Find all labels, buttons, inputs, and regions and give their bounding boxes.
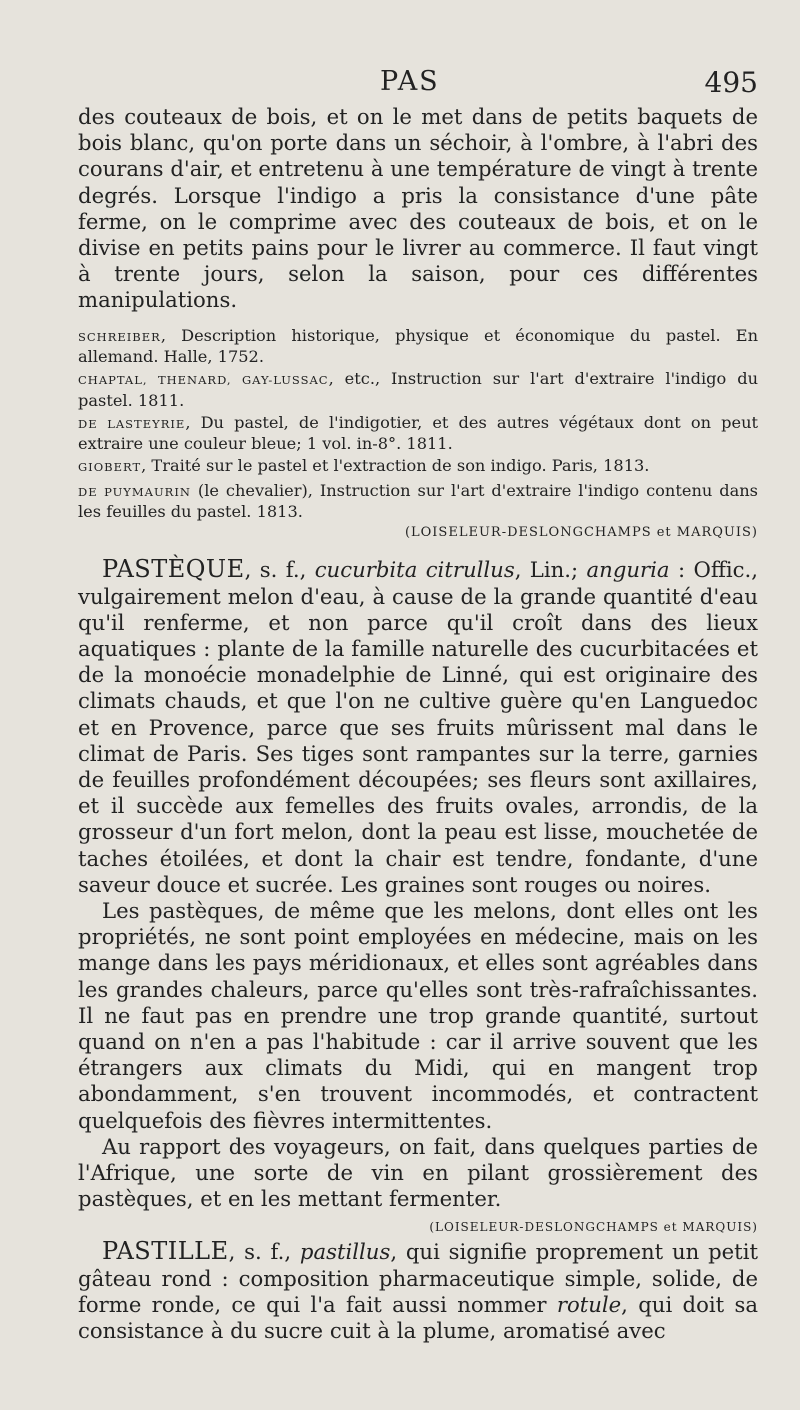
author-signature: (LOISELEUR-DESLONGCHAMPS et MARQUIS) [404, 525, 758, 541]
bibliography-text: , Du pastel, de l'indigotier, et des autres végétaux dont on peut extraire une couleur bleue; 1 vol. in-8°. 1811. [78, 412, 759, 454]
text-run: , qui signifie proprement un petit gâteau rond : composition pharmaceutique simple, solide, de forme ronde, ce qui l'a fait aussi nommer [78, 1239, 758, 1317]
bibliography-text: , Traité sur le pastel et l'extraction de son indigo. Paris, 1813. [141, 456, 650, 476]
running-title: PAS [380, 66, 440, 97]
bibliography-text: (le chevalier), Instruction sur l'art d'extraire l'indigo contenu dans les feuilles du pastel. 1813. [78, 480, 758, 521]
article-paragraph [78, 1238, 758, 1344]
text-run: , Lin.; [514, 557, 587, 583]
text-run: , s. f., [244, 557, 315, 583]
bibliography-text: , etc., Instruction sur l'art d'extraire l'indigo du pastel. 1811. [78, 369, 758, 410]
bibliography-author: SCHREIBER [78, 329, 161, 344]
article-pasteque [78, 556, 758, 1212]
page-body [78, 104, 758, 1344]
page-header [0, 66, 800, 106]
article-paragraph: Au rapport des voyageurs, on fait, dans quelques parties de l'Afrique, une sorte de vin en pilant grossièrement des pastèques, et en les mettant fermenter. [78, 1133, 758, 1212]
headword-pasteque: PASTÈQUE [102, 555, 245, 584]
bibliography-author: CHAPTAL, THENARD, GAY-LUSSAC [78, 373, 329, 388]
headword-pastille: PASTILLE [102, 1237, 229, 1266]
paragraph-indigo-process: des couteaux de bois, et on le met dans de petits baquets de bois blanc, qu'on porte dans un séchoir, à l'ombre, à l'abri des courans d'air, et entretenu à une température de vingt à trente degrés. Lorsque l'indigo a pris la consistance d'une pâte ferme, on le comprime avec des couteaux de bois, et on le divise en petits pains pour le livrer au commerce. Il faut vingt à trente jours, selon la saison, pour ces différentes manipulations. [78, 104, 758, 313]
page-number: 495 [704, 66, 758, 99]
bibliography-text: , Description historique, physique et économique du pastel. En allemand. Halle, 1752. [78, 325, 758, 366]
text-run: : Offic., vulgairement melon d'eau, à cause de la grande quantité d'eau qu'il renferme, et non parce qu'il croît dans des lieux aquatiques : plante de la famille naturelle des cucurbitacées et de la monoécie monadelphie de Linné, qui est originaire des climats chauds, et que l'on ne cultive guère qu'en Languedoc et en Provence, parce que ses fruits mûrissent mal dans le climat de Paris. Ses tiges sont rampantes sur la terre, garnies de feuilles profondément découpées; ses fleurs sont axillaires, et il succède aux femelles des fruits ovales, arrondis, de la grosseur d'un fort melon, dont la peau est lisse, mouchetée de taches étoilées, et dont la chair est tendre, fondante, d'une saveur douce et sucrée. Les graines sont rouges ou noires. [78, 557, 758, 897]
bibliography-entry [78, 481, 758, 522]
latin-name: anguria [586, 557, 670, 583]
bibliography-author: DE PUYMAURIN [78, 484, 191, 499]
latin-name: cucurbita citrullus [314, 557, 515, 583]
article-paragraph [78, 556, 758, 898]
article-pastille [78, 1238, 758, 1344]
bibliography [78, 326, 758, 522]
latin-name: pastillus [299, 1239, 391, 1265]
author-signature: (LOISELEUR-DESLONGCHAMPS et MARQUIS) [429, 1220, 758, 1235]
bibliography-entry [78, 369, 758, 410]
bibliography-entry [78, 326, 758, 367]
bibliography-entry [78, 456, 758, 477]
article-paragraph: Les pastèques, de même que les melons, dont elles ont les propriétés, ne sont point employées en médecine, mais on les mange dans les pays méridionaux, et elles sont agréables dans les grandes chaleurs, parce qu'elles sont très-rafraîchissantes. Il ne faut pas en prendre une trop grande quantité, surtout quand on n'en a pas l'habitude : car il arrive souvent que les étrangers aux climats du Midi, qui en mangent trop abondamment, s'en trouvent incommodés, et contractent quelquefois des fièvres intermittentes. [78, 897, 758, 1133]
bibliography-author: GIOBERT [78, 460, 142, 475]
term-italic: rotule [556, 1291, 622, 1317]
bibliography-author: DE LASTEYRIE [78, 416, 186, 431]
text-run: , qui doit sa consistance à du sucre cuit à la plume, aromatisé avec [78, 1291, 758, 1343]
bibliography-entry [78, 413, 758, 454]
text-run: , s. f., [228, 1239, 300, 1265]
